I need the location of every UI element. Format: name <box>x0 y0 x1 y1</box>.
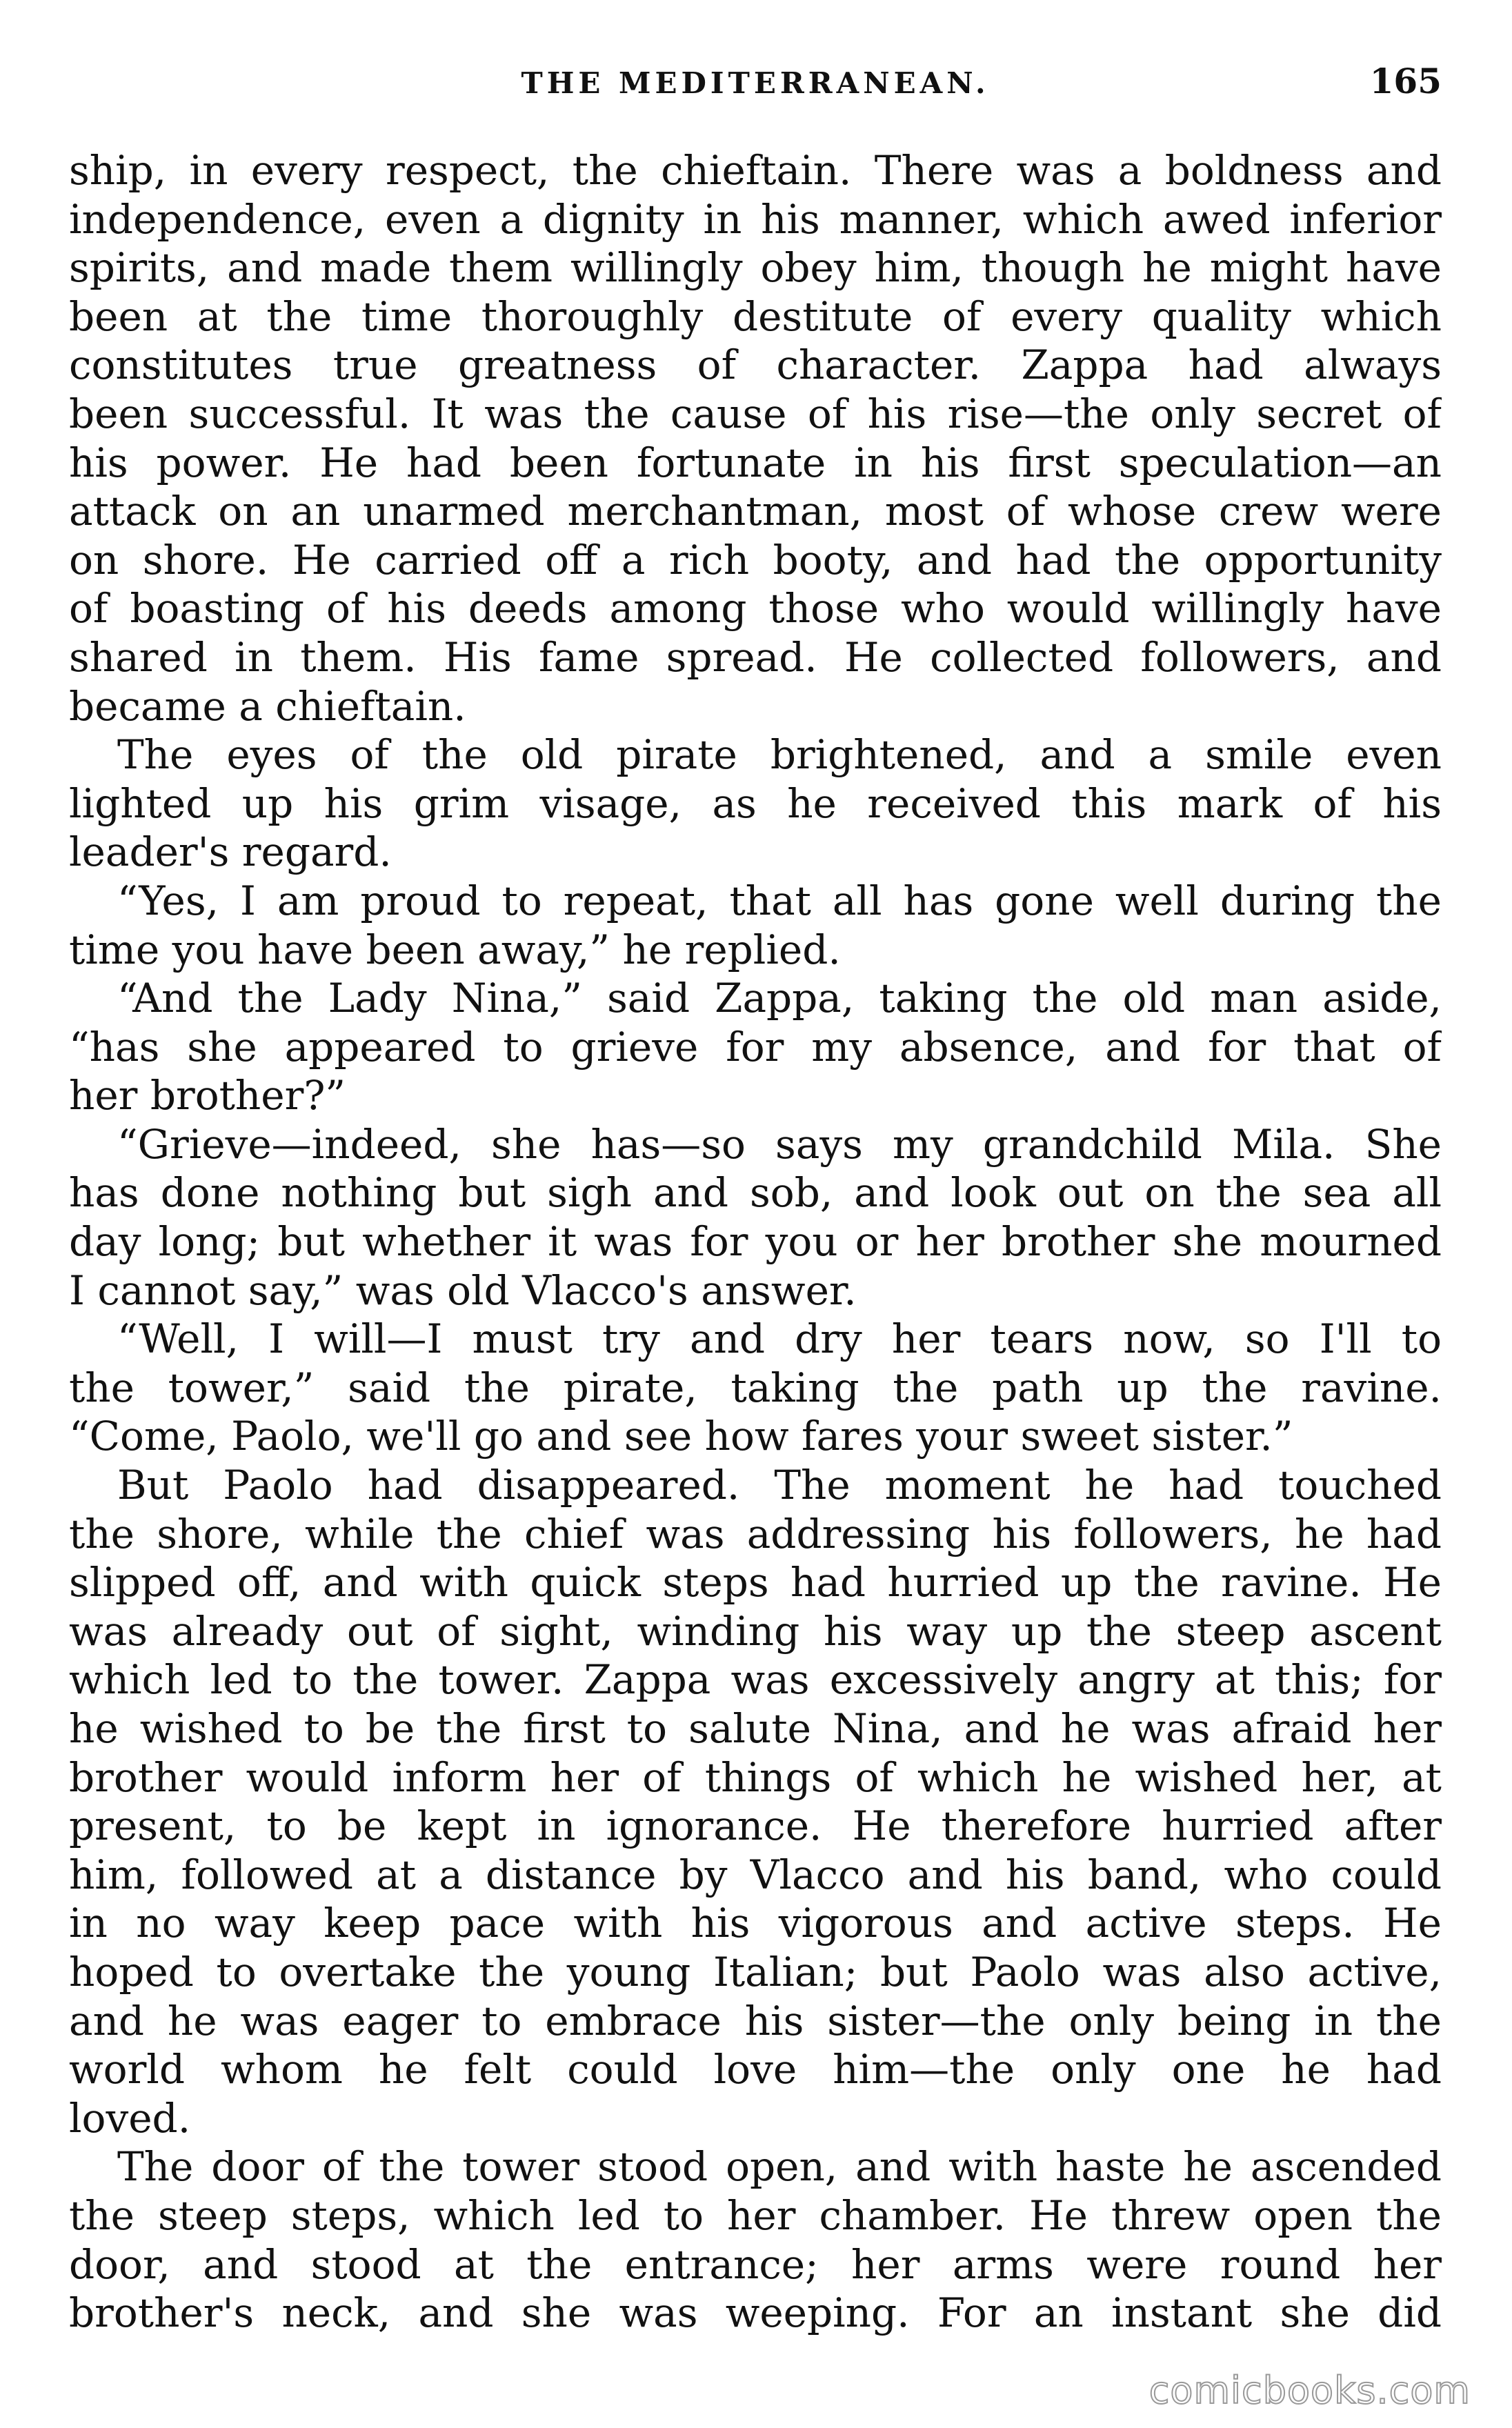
text-line: was already out of sight, winding his way up the steep ascent <box>69 1607 1442 1655</box>
text-line: present, to be kept in ignorance. He therefore hurried after <box>69 1802 1442 1850</box>
text-line: he wished to be the first to salute Nina, and he was afraid her <box>69 1705 1442 1752</box>
text-line: door, and stood at the entrance; her arms were round her <box>69 2240 1442 2288</box>
text-line: independence, even a dignity in his manner, which awed inferior <box>69 195 1442 243</box>
text-line: has done nothing but sigh and sob, and look out on the sea all <box>69 1169 1442 1217</box>
text-line: attack on an unarmed merchantman, most of whose crew were <box>69 488 1442 535</box>
text-line: hoped to overtake the young Italian; but Paolo was also active, <box>69 1948 1442 1996</box>
text-line: in no way keep pace with his vigorous and active steps. He <box>69 1900 1442 1947</box>
text-line: The eyes of the old pirate brightened, and a smile even <box>117 731 1442 779</box>
text-line: world whom he felt could love him—the only one he had <box>69 2046 1442 2093</box>
text-line: of boasting of his deeds among those who would willingly have <box>69 585 1442 633</box>
text-line: constitutes true greatness of character. Zappa had always <box>69 341 1442 389</box>
text-line: him, followed at a distance by Vlacco and his band, who could <box>69 1851 1442 1898</box>
text-line: which led to the tower. Zappa was excessively angry at this; for <box>69 1656 1442 1704</box>
text-line: “And the Lady Nina,” said Zappa, taking the old man aside, <box>117 975 1442 1022</box>
text-line: slipped off, and with quick steps had hurried up the ravine. He <box>69 1559 1442 1606</box>
body-text <box>69 146 1442 2338</box>
text-line: the shore, while the chief was addressing his followers, he had <box>69 1510 1442 1558</box>
text-line: leader's regard. <box>69 828 392 876</box>
page-number: 165 <box>1369 61 1442 101</box>
text-line: the tower,” said the pirate, taking the path up the ravine. <box>69 1364 1442 1411</box>
text-line: The door of the tower stood open, and with haste he ascended <box>117 2143 1442 2191</box>
text-line: became a chieftain. <box>69 682 466 730</box>
text-line: and he was eager to embrace his sister—the only being in the <box>69 1997 1442 2044</box>
text-line: I cannot say,” was old Vlacco's answer. <box>69 1266 857 1314</box>
text-line: “Come, Paolo, we'll go and see how fares your sweet sister.” <box>69 1413 1293 1460</box>
running-header <box>69 61 1442 121</box>
text-line: day long; but whether it was for you or her brother she mourned <box>69 1218 1442 1266</box>
text-line: ship, in every respect, the chieftain. There was a boldness and <box>69 147 1442 194</box>
text-line: “has she appeared to grieve for my absence, and for that of <box>69 1023 1442 1071</box>
text-line: “Grieve—indeed, she has—so says my grandchild Mila. She <box>117 1120 1442 1168</box>
text-line: the steep steps, which led to her chamber. He threw open the <box>69 2191 1442 2239</box>
text-line: his power. He had been fortunate in his first speculation—an <box>69 439 1442 486</box>
text-line: brother's neck, and she was weeping. For an instant she did <box>69 2289 1442 2337</box>
running-title: THE MEDITERRANEAN. <box>521 66 990 100</box>
text-line: “Yes, I am proud to repeat, that all has gone well during the <box>117 877 1442 924</box>
text-line: time you have been away,” he replied. <box>69 926 841 973</box>
text-line: spirits, and made them willingly obey him, though he might have <box>69 244 1442 292</box>
text-line: lighted up his grim visage, as he received this mark of his <box>69 779 1442 827</box>
text-line: brother would inform her of things of which he wished her, at <box>69 1753 1442 1801</box>
text-line: But Paolo had disappeared. The moment he had touched <box>117 1462 1442 1509</box>
text-line: on shore. He carried off a rich booty, and had the opportunity <box>69 536 1442 584</box>
watermark: comicbooks.com <box>1148 2369 1471 2412</box>
text-line: been successful. It was the cause of his rise—the only secret of <box>69 390 1442 437</box>
text-line: loved. <box>69 2094 191 2142</box>
text-line: been at the time thoroughly destitute of every quality which <box>69 292 1442 340</box>
text-line: her brother?” <box>69 1072 346 1120</box>
text-line: shared in them. His fame spread. He collected followers, and <box>69 633 1442 681</box>
text-line: “Well, I will—I must try and dry her tears now, so I'll to <box>117 1315 1442 1363</box>
